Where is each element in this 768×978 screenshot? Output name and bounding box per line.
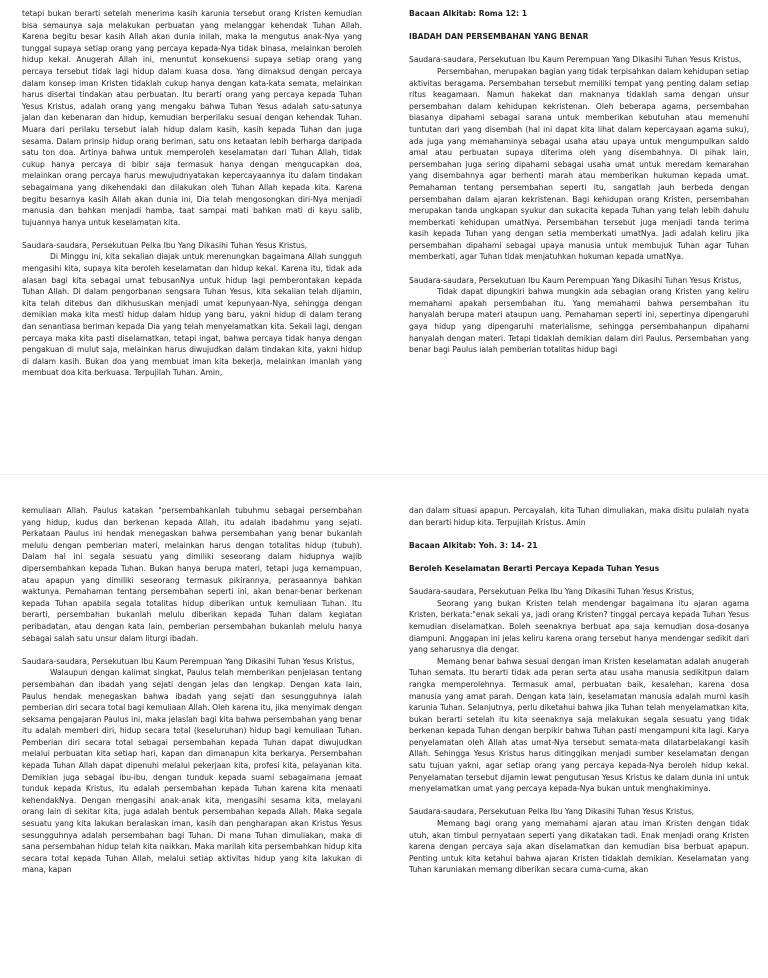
page-divider (0, 474, 768, 475)
paragraph: Tidak dapat dipungkiri bahwa mungkin ada sebagian orang Kristen yang keliru memahami apakah persembahan itu. Yang memahami bahwa persembahan itu hanyalah berupa materi ataupun uang. Pemahaman seperti ini, sepertinya dipengaruhi gaya hidup yang dipengaruhi materialisme, sehingga persembahanpun dipahami hanyalah dengan materi. Tetapi tidaklah demikian dalam diri Paulus. Persembahan yang benar bagi Paulus ialah pemberian totalitas hidup bagi (409, 287, 749, 355)
bible-reading-heading: Bacaan Alkitab: Yoh. 3: 14- 21 (409, 540, 538, 550)
paragraph: dan dalam situasi apapun. Percayalah, kita Tuhan dimuliakan, maka disitu pulalah nyata dan berarti hidup kita. Terpujilah Kristus. Amin (409, 506, 749, 527)
greeting: Saudara-saudara, Persekutuan Ibu Kaum Perempuan Yang Dikasihi Tuhan Yesus Kristus, (22, 656, 355, 666)
greeting: Saudara-saudara, Persekutuan Pelka Ibu Yang Dikasihi Tuhan Yesus Kristus, (409, 587, 695, 597)
top-right-column (409, 8, 749, 356)
top-left-column (22, 8, 362, 379)
paragraph: kemuliaan Allah. Paulus katakan "persembahkanlah tubuhmu sebagai persembahan yang hidup, kudus dan berkenan kepada Allah, itu adalah ibadahmu yang sejati. Perkataan Paulus ini hendak menegaskan bahwa persembahan yang benar bukanlah melulu dengan pemberian materi, melainkan harus dengan totalitas hidup (tubuh). Dalam hal ini segala sesuatu yang dimiliki seseorang dalam hidupnya wajib dipersembahkan kepada Tuhan. Bukan hanya berupa materi, tetapi juga kemampuan, atau apapun yang dimiliki seseorang termasuk pikirannya, perasaannya bahkan waktunya. Pemahaman tentang persembahan seperti ini, akan benar-benar berkenan kepada Tuhan apabila segala totalitas hidup diberikan untuk kemuliaan Tuhan. Itu berarti, persembahan bukanlah melulu diberikan kepada Tuhan dalam kegiatan peribadatan, atau dengan kata lain, pemberian persembahan bukanlah melulu hanya sebagai salah satu unsur dalam liturgi ibadah. (22, 506, 362, 643)
greeting: Saudara-saudara, Persekutuan Pelka Ibu Yang Dikasihi Tuhan Yesus Kristus, (22, 240, 308, 250)
paragraph: Memang benar bahwa sesuai dengan iman Kristen keselamatan adalah anugerah Tuhan semata. Itu berarti tidak ada peran serta atau usaha manusia sedikitpun dalam rangka memperolehnya. Termasuk amal, perbuatan baik, kesalehan, karena dosa manusia yang amat parah. Dengan kata lain, keselamatan manusia adalah murni kasih karunia Tuhan. Selanjutnya, perlu diketahui bahwa jika Tuhan telah menyelamatkan kita, bukan berarti setelah itu kita seenaknya saja melakukan segala sesuatu yang tidak berkenan kepada Tuhan dengan berpikir bahwa Tuhan pasti mengampuni kita lagi. Karya penyelamatan oleh Allah atas umat-Nya tersebut semata-mata dilatarbelakangi kasih Allah. Sehingga Yesus Kristus harus ditinggikan menjadi sumber keselamatan dengan satu tujuan yakni, agar setiap orang yang percaya kepada-Nya beroleh hidup kekal. Penyelamatan tersebut dijamin lewat pengutusan Yesus Kristus ke dalam dunia ini untuk menyelamatkan umat yang percaya kepada-Nya bukan untuk menghakiminya. (409, 656, 749, 794)
greeting: Saudara-saudara, Persekutuan Pelka Ibu Yang Dikasihi Tuhan Yesus Kristus, (409, 807, 695, 817)
paragraph: tetapi bukan berarti setelah menerima kasih karunia tersebut orang Kristen kemudian bisa semaunya saja melakukan perbuatan yang melanggar kehendak Tuhan Allah. Karena begitu besar kasih Allah akan dunia inilah, maka Ia mengutus anak-Nya yang tunggal supaya setiap orang yang percaya kepada-Nya tidak binasa, melainkan beroleh hidup kekal. Anugerah Allah ini, menuntut konsekuensi supaya setiap orang yang percaya tersebut tidak lagi hidup dalam kuasa dosa. Yang dimaksud dengan percaya dalam konsep iman Kristen tidaklah cukup hanya dengan kata-kata semata, melainkan harus disertai tindakan atau perbuatan. Itu berarti orang yang percaya kepada Tuhan Yesus Kristus, adalah orang yang mengaku bahwa Tuhan Yesus adalah satu-satunya jalan dan kebenaran dan hidup, kemudian berperilaku sesuai dengan kehendak Tuhan. Muara dari perilaku tersebut ialah hidup dalam kasih, kasih kepada Tuhan dan juga sesama. Dalam prinsip hidup orang beriman, satu ons ketaatan lebih berharga daripada satu ton doa. Artinya bahwa untuk memperoleh keselamatan dari Tuhan Allah, tidak cukup hanya percaya di bibir saja termasuk hanya dengan mengucapkan doa, melainkan orang percaya harus mewujudnyatakan kepercayaannya itu dalam tindakan sebagaimana yang dikehendaki dan dilakukan oleh Tuhan Allah kepada kita. Karena begitu besarnya kasih Allah akan dunia ini, Dia telah mengosongkan diri-Nya menjadi manusia dan bahkan menjadi hamba, taat sampai mati bahkan mati di kayu salib, tujuannya hanya untuk keselamatan kita. (22, 9, 362, 227)
paragraph: Persembahan, merupakan bagian yang tidak terpisahkan dalam kehidupan setiap aktivitas beragama. Persembahan tersebut memiliki tempat yang penting dalam setiap ritus keagamaan. Namun hakekat dan maknanya tidaklah sama dengan unsur persembahan dalam kehidupan kekristenan. Oleh beberapa agama, persembahan biasanya dipahami sebagai sarana untuk memberikan kebutuhan atau memenuhi tuntutan dari yang disembah (hal ini dapat kita lihat dalam kepercayaan agama suku), ada juga yang memahaminya sebagai usaha atau upaya untuk mengumpulkan saldo amal atau perbuatan supaya diterima oleh yang disembahnya. Di pihak lain, persembahan juga sering dipahami sebagai usaha umat untuk meredam kemarahan yang disembahnya agar berhenti marah atau memberikan hukuman kepada umat. Pemahaman tentang persembahan seperti itu, sangatlah jauh berbeda dengan persembahan dalam ajaran kekristenan. Bagi kehidupan orang Kristen, persembahan merupakan tanda ungkapan syukur dan sukacita kepada Tuhan yang telah lebih dahulu memberkati kehidupan umatNya. Persembahan tersebut juga menjadi tanda terima kasih kepada Tuhan yang dengan setia memberkati umatNya. Jadi adalah keliru jika persembahan dipahami sebagai upaya manusia untuk membujuk Tuhan agar Tuhan memberkati, agar Tuhan tidak menjatuhkan hukuman kepada umatNya. (409, 66, 749, 262)
paragraph: Di Minggu ini, kita sekalian diajak untuk merenungkan bagaimana Allah sungguh mengasihi kita, supaya kita beroleh keselamatan dan hidup kekal. Karena itu, tidak ada alasan bagi kita sebagai umat tebusanNya untuk hidup lagi pemberontakan kepada Tuhan Allah. Di dalam pengorbanan sengsara Tuhan Yesus, kita sekalian telah dijamin, kita telah ditebus dan dikhususkan menjadi umat kepunyaan-Nya, sehingga dengan demikian maka kita mesti hidup dalam hidup yang baru, yakni hidup di dalam terang dan senantiasa beriman kepada Dia yang telah menyelamatkan kita. Sekali lagi, dengan percaya maka kita pasti diselamatkan, tetapi ingat, bahwa percaya tidak hanya dengan pengakuan di mulut saja, melainkan harus diwujudkan dalam tindakan kita, yakni hidup di dalam kasih. Bukan doa yang membuat iman kita bekerja, melainkan imanlah yang membuat doa kita berkuasa. Terpujilah Tuhan. Amin, (22, 252, 362, 378)
bottom-right-column (409, 505, 749, 876)
greeting: Saudara-saudara, Persekutuan Ibu Kaum Perempuan Yang Dikasihi Tuhan Yesus Kristus, (409, 55, 742, 65)
greeting: Saudara-saudara, Persekutuan Ibu Kaum Perempuan Yang Dikasihi Tuhan Yesus Kristus, (409, 275, 742, 285)
paragraph: Seorang yang bukan Kristen telah mendengar bagaimana itu ajaran agama Kristen, berkata:"enak sekali ya, jadi orang Kristen? tinggal percaya kepada Tuhan Yesus kemudian diselamatkan. Boleh seenaknya berbuat apa saja kemudian dosa-dosanya diampuni. Anggapan ini jelas keliru karena orang tersebut hanya mendengar sedikit dari yang seharusnya dia dengar. (409, 598, 749, 655)
sermon-title: IBADAH DAN PERSEMBAHAN YANG BENAR (409, 32, 589, 42)
bottom-left-column (22, 505, 362, 876)
paragraph: Memang bagi orang yang memahami ajaran atau iman Kristen dengan tidak utuh, akan timbul pernyataan seperti yang dikatakan tadi. Enak menjadi orang Kristen karena dengan percaya saja akan diselamatkan dan kemudian bisa berbuat apapun. Penting untuk kita ketahui bahwa ajaran Kristen tidaklah demikian. Keselamatan yang Tuhan karuniakan memang diberikan secara cuma-cuma, akan (409, 819, 749, 875)
paragraph: Walaupun dengan kalimat singkat, Paulus telah memberikan penjelasan tentang persembahan dan ibadah yang sejati dengan jelas dan lengkap. Dengan kata lain, Paulus hendak menegaskan bahwa ibadah yang sejati dan sesungguhnya ialah pemberian diri secara total bagi kemuliaan Allah. Oleh karena itu, jika menyimak dengan seksama pengajaran Paulus ini, maka jelaslah bagi kita bahwa persembahan yang benar itu adalah memberi diri, hidup secara total (keseluruhan) hidup bagi kemuliaan Tuhan. Pemberian diri secara total sebagai persembahan kepada Tuhan dapat diwujudkan melalui perbuatan kita setiap hari, kapan dan dimanapun kita berkarya. Persembahan kepada Tuhan Allah dapat dipenuhi melalui pekerjaan kita, profesi kita, pelayanan kita. Demikian juga sebagai ibu-ibu, dengan tunduk kepada suami sebagaimana jemaat tunduk kepada Kristus, itu adalah persembahan kepada Tuhan karena kita menaati kehendakNya. Dengan mengasihi anak-anak kita, mengasihi sesama kita, melayani orang lain di sekitar kita, juga adalah bentuk persembahan kepada Allah. Maka segala sesuatu yang kita lakukan beralaskan iman, kasih dan pengharapan akan Kristus Yesus sesungguhnya adalah persembahan bagi Tuhan. Di mana Tuhan dimuliakan, maka di sana persembahan hidup telah kita naikkan. Maka marilah kita persembahkan hidup kita secara total kepada Tuhan Allah, melalui setiap aktivitas hidup yang kita lakukan di mana, kapan (22, 668, 362, 875)
bible-reading-heading: Bacaan Alkitab: Roma 12: 1 (409, 9, 527, 18)
sermon-title: Beroleh Keselamatan Berarti Percaya Kepada Tuhan Yesus (409, 563, 660, 573)
